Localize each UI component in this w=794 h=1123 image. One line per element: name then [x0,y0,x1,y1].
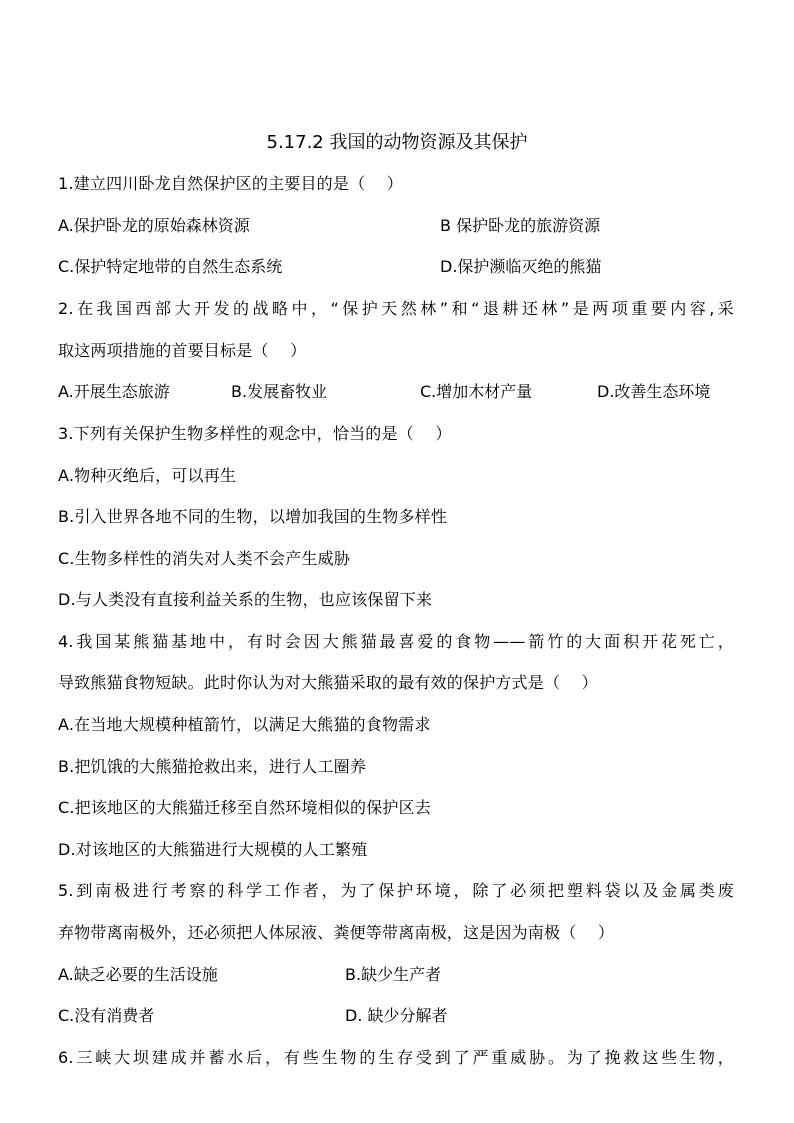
question-4-option-c: C.把该地区的大熊猫迁移至自然环境相似的保护区去 [58,798,432,817]
question-4-stem-line-1: 4.我国某熊猫基地中，有时会因大熊猫最喜爱的食物——箭竹的大面积开花死亡， [58,632,734,651]
question-3-option-c: C.生物多样性的消失对人类不会产生威胁 [58,549,351,568]
question-1-stem: 1.建立四川卧龙自然保护区的主要目的是（ ） [58,174,403,193]
question-5-option-a: A.缺乏必要的生活设施 [58,965,218,984]
page-title: 5.17.2 我国的动物资源及其保护 [266,132,528,153]
question-2-option-c: C.增加木材产量 [420,382,533,401]
question-3-option-b: B.引入世界各地不同的生物，以增加我国的生物多样性 [58,507,448,526]
question-2-option-b: B.发展畜牧业 [231,382,328,401]
question-3-option-d: D.与人类没有直接利益关系的生物，也应该保留下来 [58,590,433,609]
question-4-stem-line-2: 导致熊猫食物短缺。此时你认为对大熊猫采取的最有效的保护方式是（ ） [58,673,598,692]
question-4-option-d: D.对该地区的大熊猫进行大规模的人工繁殖 [58,840,368,859]
question-2-stem-line-1: 2.在我国西部大开发的战略中，“保护天然林”和“退耕还林”是两项重要内容,采 [58,299,734,318]
question-5-option-c: C.没有消费者 [58,1006,155,1025]
question-1-option-b: B 保护卧龙的旅游资源 [440,216,601,235]
question-1-option-d: D.保护濒临灭绝的熊猫 [440,257,602,276]
question-2-option-a: A.开展生态旅游 [58,382,170,401]
question-1-option-c: C.保护特定地带的自然生态系统 [58,257,283,276]
question-5-option-b: B.缺少生产者 [345,965,442,984]
question-3-stem: 3.下列有关保护生物多样性的观念中，恰当的是（ ） [58,424,452,443]
question-4-option-b: B.把饥饿的大熊猫抢救出来，进行人工圈养 [58,757,367,776]
question-2-option-d: D.改善生态环境 [597,382,711,401]
question-5-option-d: D. 缺少分解者 [345,1006,448,1025]
question-4-option-a: A.在当地大规模种植箭竹，以满足大熊猫的食物需求 [58,715,431,734]
question-5-stem-line-1: 5.到南极进行考察的科学工作者，为了保护环境，除了必须把塑料袋以及金属类废 [58,881,734,900]
question-6-stem-line-1: 6.三峡大坝建成并蓄水后，有些生物的生存受到了严重威胁。为了挽救这些生物， [58,1048,734,1067]
question-3-option-a: A.物种灭绝后，可以再生 [58,466,237,485]
question-2-stem-line-2: 取这两项措施的首要目标是（ ） [58,341,307,360]
question-1-option-a: A.保护卧龙的原始森林资源 [58,216,250,235]
question-5-stem-line-2: 弃物带离南极外，还必须把人体尿液、粪便等带离南极，这是因为南极（ ） [58,923,615,942]
